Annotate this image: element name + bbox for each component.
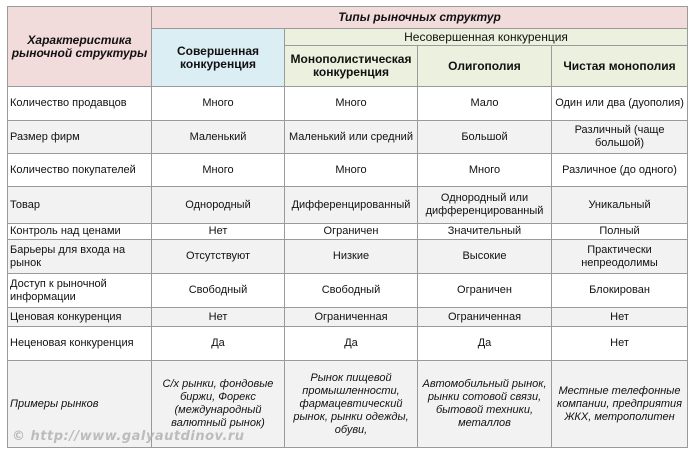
cell-perfect: Отсутствуют [152,240,285,274]
cell-monopoly: Уникальный [552,187,688,224]
cell-monopoly: Различный (чаще большой) [552,121,688,154]
table-row [8,121,688,154]
table-row [8,327,688,361]
cell-perfect: Маленький [152,121,285,154]
cell-oligopoly: Однородный или дифференцированный [418,187,552,224]
pure-monopoly-header: Чистая монополия [552,46,688,87]
cell-monopoly: Практически непреодолимы [552,240,688,274]
cell-perfect: Свободный [152,274,285,308]
row-label: Размер фирм [8,121,152,154]
cell-perfect: Нет [152,224,285,240]
cell-oligopoly: Много [418,154,552,187]
market-structures-table [7,6,688,448]
cell-monopolistic: Маленький или средний [285,121,418,154]
market-types-header: Типы рыночных структур [152,7,688,29]
examples-oligopoly: Автомобильный рынок, рынки сотовой связи, бытовой техники, металлов [418,361,552,448]
perfect-competition-header: Совершенная конкуренция [152,29,285,87]
cell-oligopoly: Большой [418,121,552,154]
row-label: Барьеры для входа на рынок [8,240,152,274]
cell-monopolistic: Дифференцированный [285,187,418,224]
cell-oligopoly: Значительный [418,224,552,240]
examples-label: Примеры рынков [8,361,152,448]
table-row [8,240,688,274]
characteristic-header: Характеристика рыночной структуры [8,7,152,87]
cell-oligopoly: Высокие [418,240,552,274]
cell-monopoly: Различное (до одного) [552,154,688,187]
cell-oligopoly: Мало [418,87,552,121]
cell-monopolistic: Много [285,87,418,121]
table-row [8,87,688,121]
monopolistic-competition-header: Монополистическая конкуренция [285,46,418,87]
cell-monopoly: Нет [552,327,688,361]
row-label: Количество продавцов [8,87,152,121]
row-label: Неценовая конкуренция [8,327,152,361]
cell-monopolistic: Свободный [285,274,418,308]
row-label: Контроль над ценами [8,224,152,240]
cell-perfect: Нет [152,308,285,327]
cell-perfect: Много [152,87,285,121]
cell-oligopoly: Ограниченная [418,308,552,327]
examples-monopoly: Местные телефонные компании, предприятия ЖКХ, метрополитен [552,361,688,448]
cell-perfect: Да [152,327,285,361]
table-row [8,154,688,187]
imperfect-competition-header: Несовершенная конкуренция [285,29,688,46]
cell-monopoly: Полный [552,224,688,240]
table-row [8,308,688,327]
cell-monopolistic: Ограниченная [285,308,418,327]
cell-monopolistic: Низкие [285,240,418,274]
table-row [8,187,688,224]
table-row [8,274,688,308]
table-row [8,224,688,240]
watermark: © http://www.galyautdinov.ru [12,429,245,444]
cell-monopoly: Один или два (дуополия) [552,87,688,121]
row-label: Количество покупателей [8,154,152,187]
examples-perfect: С/х рынки, фондовые биржи, Форекс (международный валютный рынок) [152,361,285,448]
cell-monopolistic: Много [285,154,418,187]
row-label: Ценовая конкуренция [8,308,152,327]
cell-perfect: Однородный [152,187,285,224]
cell-monopolistic: Ограничен [285,224,418,240]
oligopoly-header: Олигополия [418,46,552,87]
cell-oligopoly: Да [418,327,552,361]
examples-monopolistic: Рынок пищевой промышленности, фармацевтический рынок, рынки одежды, обуви, [285,361,418,448]
cell-perfect: Много [152,154,285,187]
row-label: Товар [8,187,152,224]
cell-monopolistic: Да [285,327,418,361]
cell-monopoly: Блокирован [552,274,688,308]
cell-oligopoly: Ограничен [418,274,552,308]
row-label: Доступ к рыночной информации [8,274,152,308]
cell-monopoly: Нет [552,308,688,327]
